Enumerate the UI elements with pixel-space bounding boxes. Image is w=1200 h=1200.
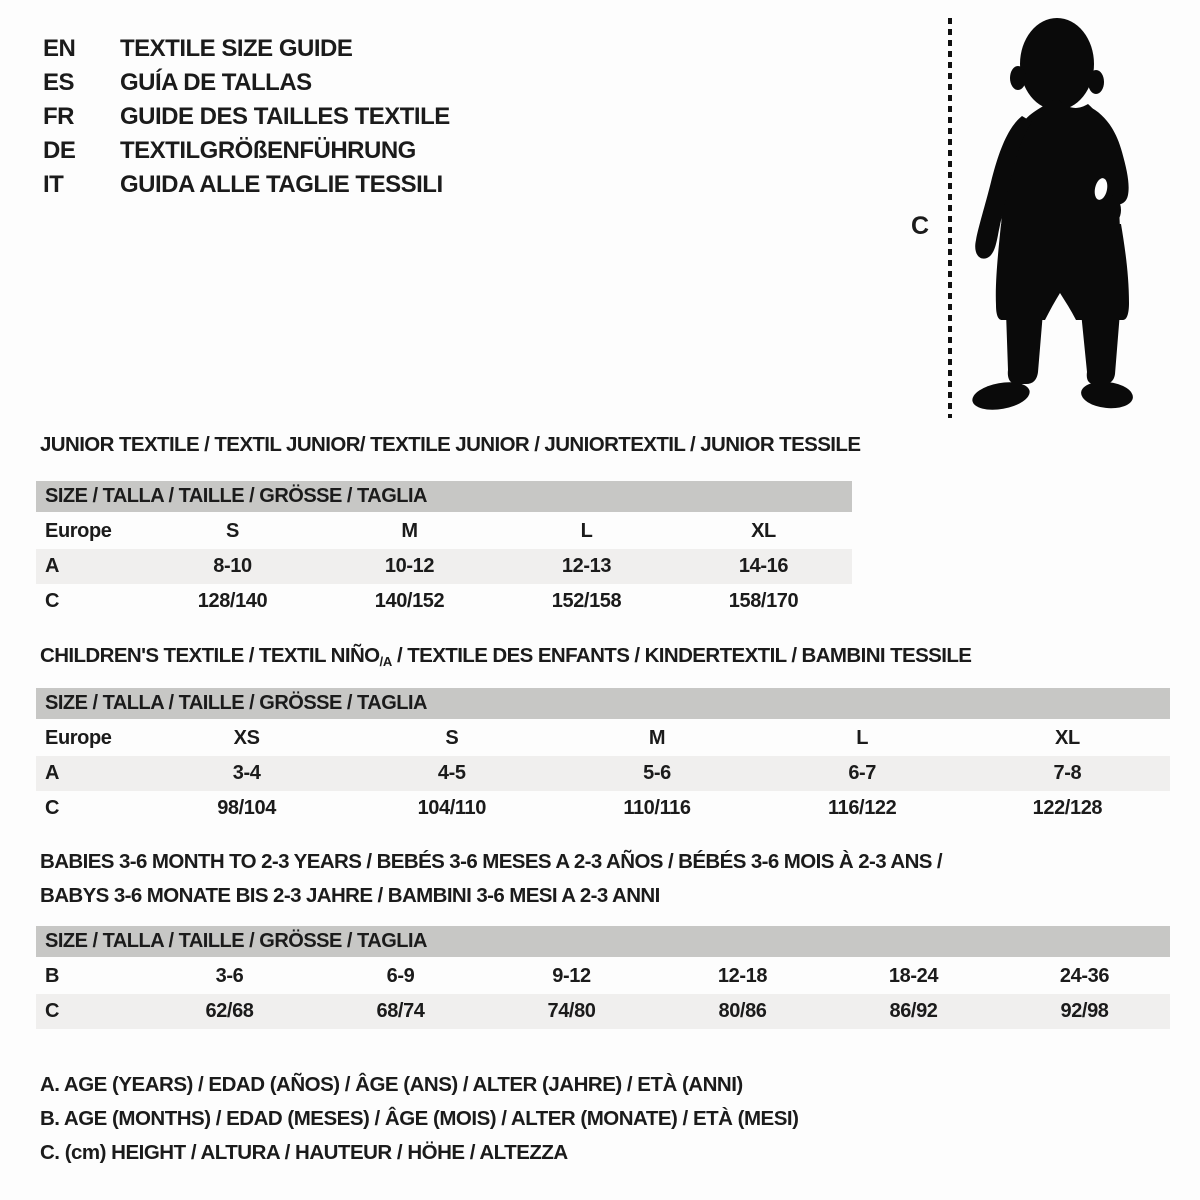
language-code: IT	[43, 171, 64, 198]
children-size-table	[36, 688, 1170, 826]
height-value: 152/158	[551, 590, 622, 612]
age-value: 3-4	[232, 762, 261, 784]
language-row-de	[43, 134, 450, 168]
height-measure-dashed-line	[948, 18, 952, 418]
table-row	[36, 514, 852, 549]
table-row	[36, 549, 852, 584]
height-value: 128/140	[197, 590, 268, 612]
row-label: A	[45, 555, 60, 577]
size-value: XL	[751, 520, 776, 542]
children-title-text: / TEXTILE DES ENFANTS / KINDERTEXTIL / BAMBINI TESSILE	[391, 644, 972, 667]
row-label: Europe	[45, 727, 112, 749]
height-value: 122/128	[1032, 797, 1103, 819]
language-code: EN	[43, 35, 76, 62]
guide-title-es: GUÍA DE TALLAS	[120, 69, 312, 96]
age-value: 12-18	[717, 965, 768, 987]
legend-line-b: B. AGE (MONTHS) / EDAD (MESES) / ÂGE (MOIS) / ALTER (MONATE) / ETÀ (MESI)	[40, 1107, 799, 1130]
row-label: C	[45, 590, 60, 612]
age-value: 4-5	[437, 762, 466, 784]
age-value: 6-7	[848, 762, 877, 784]
height-value: 116/122	[827, 797, 897, 819]
row-label: C	[45, 1000, 60, 1022]
age-value: 3-6	[215, 965, 244, 987]
age-value: 9-12	[552, 965, 591, 987]
measurement-legend	[40, 1068, 798, 1170]
height-value: 92/98	[1060, 1000, 1109, 1022]
height-value: 74/80	[547, 1000, 596, 1022]
guide-title-en: TEXTILE SIZE GUIDE	[120, 35, 353, 62]
age-value: 12-13	[561, 555, 612, 577]
guide-title-de: TEXTILGRÖßENFÜHRUNG	[120, 137, 416, 164]
height-value: 98/104	[217, 797, 276, 819]
babies-title-line2: BABYS 3-6 MONATE BIS 2-3 JAHRE / BAMBINI 3-6 MESI A 2-3 ANNI	[40, 884, 660, 907]
size-value: L	[856, 727, 869, 749]
height-value: 104/110	[417, 797, 486, 819]
age-value: 18-24	[888, 965, 939, 987]
height-value: 110/116	[623, 797, 691, 819]
table-row	[36, 584, 852, 619]
language-code: DE	[43, 137, 76, 164]
size-value: M	[401, 520, 418, 542]
children-title-text: CHILDREN'S TEXTILE / TEXTIL NIÑO	[40, 644, 380, 667]
table-row	[36, 959, 1170, 994]
size-value: S	[226, 520, 239, 542]
row-label: C	[45, 797, 60, 819]
language-code: FR	[43, 103, 74, 130]
junior-size-table	[36, 481, 852, 619]
toddler-silhouette-icon	[960, 12, 1140, 414]
age-value: 14-16	[738, 555, 789, 577]
language-row-es	[43, 66, 450, 100]
babies-size-table	[36, 926, 1170, 1029]
language-row-fr	[43, 100, 450, 134]
height-value: 80/86	[718, 1000, 767, 1022]
language-title-block	[43, 32, 450, 202]
age-value: 8-10	[213, 555, 252, 577]
babies-title-line1: BABIES 3-6 MONTH TO 2-3 YEARS / BEBÉS 3-6 MESES A 2-3 AÑOS / BÉBÉS 3-6 MOIS À 2-3 ANS /	[40, 850, 943, 873]
children-title-subscript: /A	[379, 654, 392, 669]
babies-size-header-bar: SIZE / TALLA / TAILLE / GRÖSSE / TAGLIA	[36, 926, 1170, 957]
children-section-title	[40, 639, 971, 679]
guide-title-fr: GUIDE DES TAILLES TEXTILE	[120, 103, 450, 130]
guide-title-it: GUIDA ALLE TAGLIE TESSILI	[120, 171, 443, 198]
height-value: 86/92	[889, 1000, 938, 1022]
babies-section-title	[40, 845, 942, 913]
legend-line-a: A. AGE (YEARS) / EDAD (AÑOS) / ÂGE (ANS) / ALTER (JAHRE) / ETÀ (ANNI)	[40, 1073, 743, 1096]
age-value: 7-8	[1053, 762, 1082, 784]
row-label: B	[45, 965, 60, 987]
size-value: XS	[233, 727, 260, 749]
height-measure-label: C	[911, 212, 930, 240]
age-value: 6-9	[386, 965, 415, 987]
age-value: 10-12	[384, 555, 435, 577]
table-row	[36, 721, 1170, 756]
size-value: L	[580, 520, 593, 542]
language-code: ES	[43, 69, 75, 96]
table-row	[36, 756, 1170, 791]
children-size-header-bar: SIZE / TALLA / TAILLE / GRÖSSE / TAGLIA	[36, 688, 1170, 719]
language-row-en	[43, 32, 450, 66]
height-value: 62/68	[205, 1000, 254, 1022]
size-value: M	[648, 727, 666, 749]
junior-size-header-bar: SIZE / TALLA / TAILLE / GRÖSSE / TAGLIA	[36, 481, 852, 512]
table-row	[36, 994, 1170, 1029]
table-row	[36, 791, 1170, 826]
size-value: S	[445, 727, 459, 749]
row-label: Europe	[45, 520, 112, 542]
height-value: 158/170	[728, 590, 799, 612]
language-row-it	[43, 168, 450, 202]
age-value: 24-36	[1059, 965, 1110, 987]
junior-section-title: JUNIOR TEXTILE / TEXTIL JUNIOR/ TEXTILE JUNIOR / JUNIORTEXTIL / JUNIOR TESSILE	[40, 433, 861, 456]
height-value: 68/74	[376, 1000, 425, 1022]
row-label: A	[45, 762, 60, 784]
legend-line-c: C. (cm) HEIGHT / ALTURA / HAUTEUR / HÖHE / ALTEZZA	[40, 1141, 568, 1164]
height-value: 140/152	[374, 590, 445, 612]
size-value: XL	[1055, 727, 1080, 749]
age-value: 5-6	[643, 762, 671, 784]
